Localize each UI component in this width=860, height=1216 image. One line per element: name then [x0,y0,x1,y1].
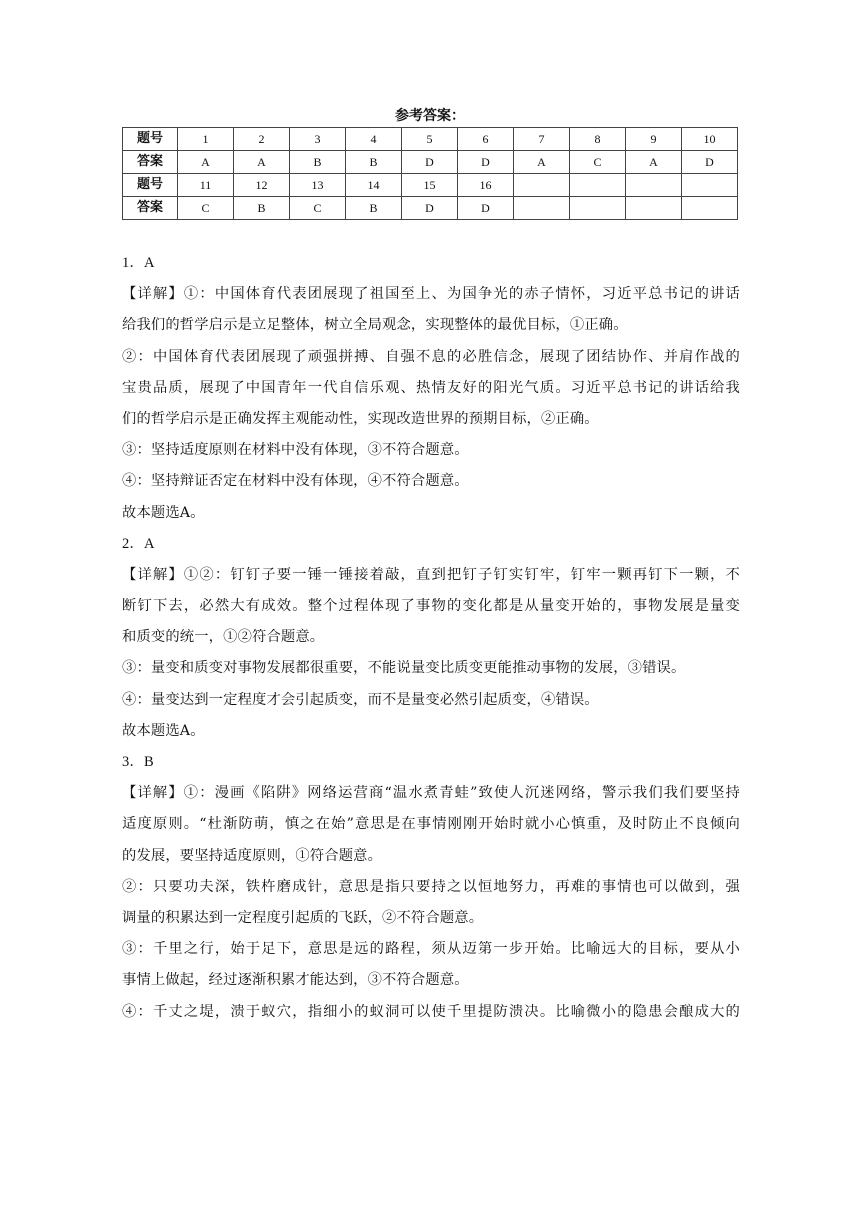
table-cell [570,174,626,197]
table-cell: A [626,151,682,174]
table-cell: 5 [402,128,458,151]
text-line: 调量的积累达到一定程度引起质的飞跃，②不符合题意。 [122,909,484,926]
question-number: 2．A [122,535,155,552]
text-line: ③：坚持适度原则在材料中没有体现，③不符合题意。 [122,442,469,459]
row-label: 题号 [123,128,178,151]
text-line: 适度原则。“杜渐防萌，慎之在始”意思是在事情刚刚开始时就小心慎重，及时防止不良倾向 [122,816,740,833]
table-cell: D [402,151,458,174]
text-line: 的发展，要坚持适度原则，①符合题意。 [122,847,383,864]
table-cell: 15 [402,174,458,197]
table-cell: 2 [234,128,290,151]
table-cell [626,174,682,197]
table-row [123,174,738,197]
text-line: 们的哲学启示是正确发挥主观能动性，实现改造世界的预期目标，②正确。 [122,410,599,427]
table-cell: 6 [458,128,514,151]
text-line: 和质变的统一，①②符合题意。 [122,629,325,646]
table-cell: C [178,197,234,220]
table-row [123,151,738,174]
table-cell: A [514,151,570,174]
row-label: 答案 [123,197,178,220]
table-cell: A [234,151,290,174]
table-cell: 10 [682,128,738,151]
table-cell: D [682,151,738,174]
table-cell [682,174,738,197]
table-row [123,197,738,220]
table-row [123,128,738,151]
table-cell: 7 [514,128,570,151]
question-number: 1．A [122,255,155,271]
table-cell: 8 [570,128,626,151]
table-cell: A [178,151,234,174]
table-cell: B [346,197,402,220]
table-cell: D [458,151,514,174]
table-cell [514,174,570,197]
row-label: 题号 [123,174,178,197]
text-line: ④：千丈之堤，溃于蚁穴，指细小的蚁洞可以使千里提防溃决。比喻微小的隐患会酿成大的 [122,1003,740,1020]
table-cell: D [458,197,514,220]
text-line: ②：中国体育代表团展现了顽强拼搏、自强不息的必胜信念，展现了团结协作、并肩作战的 [122,348,740,365]
text-line: 给我们的哲学启示是立足整体，树立全局观念，实现整体的最优目标，①正确。 [122,317,628,334]
table-cell: 13 [290,174,346,197]
table-cell [514,197,570,220]
text-line: 故本题选A。 [122,504,205,521]
table-cell: 3 [290,128,346,151]
text-line: ③：千里之行，始于足下，意思是远的路程，须从迈第一步开始。比喻远大的目标，要从小 [122,941,740,958]
answer-table [122,127,738,220]
table-cell: 12 [234,174,290,197]
text-line: ②：只要功夫深，铁杵磨成针，意思是指只要持之以恒地努力，再难的事情也可以做到，强 [122,878,740,895]
text-line: ④：量变达到一定程度才会引起质变，而不是量变必然引起质变，④错误。 [122,691,599,708]
row-label: 答案 [123,151,178,174]
table-cell: 4 [346,128,402,151]
text-line: ④：坚持辩证否定在材料中没有体现，④不符合题意。 [122,473,469,490]
table-cell: 14 [346,174,402,197]
text-line: 事情上做起，经过逐渐积累才能达到，③不符合题意。 [122,972,469,989]
table-cell: 11 [178,174,234,197]
table-cell: B [346,151,402,174]
table-cell [682,197,738,220]
text-line: 故本题选A。 [122,722,205,739]
table-cell: B [234,197,290,220]
text-line: 【详解】①：漫画《陷阱》网络运营商“温水煮青蛙”致使人沉迷网络，警示我们我们要坚持 [122,785,740,802]
explanation-text [122,248,740,1028]
table-cell: B [290,151,346,174]
answers-title: 参考答案： [395,108,465,124]
table-cell: 9 [626,128,682,151]
table-cell: 1 [178,128,234,151]
text-line: ③：量变和质变对事物发展都很重要，不能说量变比质变更能推动事物的发展，③错误。 [122,660,686,677]
table-cell: 16 [458,174,514,197]
text-line: 宝贵品质，展现了中国青年一代自信乐观、热情友好的阳光气质。习近平总书记的讲话给我 [122,379,740,396]
table-cell: C [290,197,346,220]
question-number: 3．B [122,754,154,770]
text-line: 【详解】①：中国体育代表团展现了祖国至上、为国争光的赤子情怀，习近平总书记的讲话 [122,286,740,303]
text-line: 断钉下去，必然大有成效。整个过程体现了事物的变化都是从量变开始的，事物发展是量变 [122,598,740,615]
table-cell: C [570,151,626,174]
table-cell [626,197,682,220]
table-cell: D [402,197,458,220]
table-cell [570,197,626,220]
text-line: 【详解】①②：钉钉子要一锤一锤接着敲，直到把钉子钉实钉牢，钉牢一颗再钉下一颗，不 [122,566,740,583]
